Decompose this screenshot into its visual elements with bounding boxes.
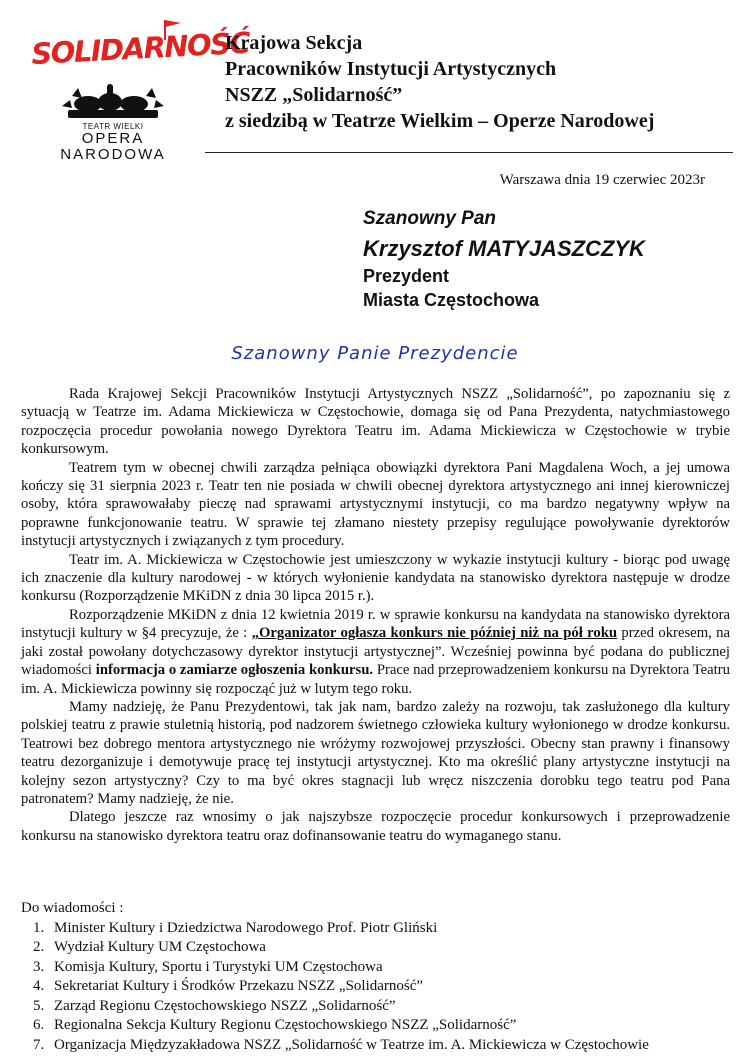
paragraph-1: Rada Krajowej Sekcji Pracowników Instytucji Artystycznych NSZZ „Solidarność”, po zapoznaniu się z sytuacją w Teatrze im. Adama Mickiewicza w Częstochowie, domaga się od Pana Prezydenta, natychmiastowego rozpoczęcia procedur powołania nowego Dyrektora Teatru im. Adama Mickiewicza w Częstochowie w trybie konkursowym. [21, 386, 730, 458]
letterhead-line-4: z siedzibą w Teatrze Wielkim – Operze Narodowej [225, 110, 655, 132]
opera-logo-small: TEATR WIELKI [82, 122, 144, 131]
letterhead-line-3: NSZZ „Solidarność” [225, 84, 403, 106]
cc-section [21, 899, 741, 1055]
paragraph-6: Dlatego jeszcze raz wnosimy o jak najszybsze rozpoczęcie procedur konkursowych i przeprowadzenie konkursu na stanowisko dyrektora teatru oraz dofinansowanie teatru do wymaganego stanu. [21, 809, 730, 844]
paragraph-2: Teatrem tym w obecnej chwili zarządza pełniąca obowiązki dyrektora Pani Magdalena Woch, a jej umowa kończy się 31 sierpnia 2023 r. Teatr ten nie posiada w chwili obecnej dyrektora artystycznego ani innej kierowniczej osoby, która sprawowałaby pieczę nad sprawami artystycznymi instytucji, co ma bardzo negatywny wpływ na poprawne funkcjonowanie teatru. W sprawie tej złamano niestety przepisy regulujące powoływanie dyrektorów instytucji artystycznych i związanych z tym procedury. [21, 459, 730, 550]
cc-list-item: 2. Wydział Kultury UM Częstochowa [48, 938, 741, 958]
letterhead-divider [205, 152, 733, 153]
addressee-block [363, 204, 645, 312]
letter-date: Warszawa dnia 19 czerwiec 2023r [499, 172, 705, 188]
paragraph-4-quote: „Organizator ogłasza konkurs nie później niż na pół roku [251, 625, 618, 642]
opera-logo-line2: NARODOWA [60, 146, 166, 163]
solidarnosc-logo [29, 16, 251, 72]
cc-list-item: 5. Zarząd Regionu Częstochowskiego NSZZ „Solidarność” [48, 997, 741, 1017]
paragraph-4-part-b: przed okresem, na jaki został powołany dotychczasowy dyrektor instytucji artystycznej”. Wcześniej powinna być podana do publicznej wiadomości [21, 625, 730, 679]
cc-list [21, 919, 741, 1056]
opera-logo-line1: OPERA [81, 130, 145, 147]
paragraph-4 [21, 606, 730, 698]
paragraph-5: Mamy nadzieję, że Panu Prezydentowi, tak jak nam, bardzo zależy na rozwoju, tak zasłużonego dla kultury polskiej teatru z prawie stuletnią historią, pod nadzorem świetnego człowieka kultury wyłonionego w drodze konkursu. Teatrowi bez dobrego mentora artystycznego nie wróżymy rozwojowej przyszłości. Obecny stan prawny i finansowy teatru dezorganizuje i demotywuje pracę tej instytucji artystycznej. Kto ma określić plany artystyczne instytucji na kolejny sezon artystyczny? Czy to ma być okres stagnacji lub wręcz niszczenia dorobku tego teatru pod Pana patronatem? Mamy nadzieję, że nie. [21, 698, 730, 807]
cc-list-item: 4. Sekretariat Kultury i Środków Przekazu NSZZ „Solidarność” [48, 977, 741, 997]
addressee-title: Prezydent [363, 266, 450, 286]
addressee-city: Miasta Częstochowa [363, 290, 540, 310]
solidarnosc-logo-text: SOLIDARNOŚĆ [30, 25, 251, 72]
letterhead [225, 30, 735, 134]
cc-list-item: 6. Regionalna Sekcja Kultury Regionu Częstochowskiego NSZZ „Solidarność” [48, 1016, 741, 1036]
addressee-name: Krzysztof MATYJASZCZYK [363, 236, 645, 261]
addressee-salutation: Szanowny Pan [363, 208, 497, 229]
letterhead-line-1: Krajowa Sekcja [225, 32, 363, 54]
quadriga-icon [48, 84, 178, 122]
greeting: Szanowny Panie Prezydencie [231, 343, 519, 364]
cc-list-item: 1. Minister Kultury i Dziedzictwa Narodowego Prof. Piotr Gliński [48, 919, 741, 939]
paragraph-4-emphasis: informacja o zamiarze ogłoszenia konkursu. [95, 662, 374, 679]
opera-logo [28, 84, 198, 164]
paragraph-4-part-c: Prace nad przeprowadzeniem konkursu na Dyrektora Teatru im. A. Mickiewicza powinny się rozpocząć już w lutym tego roku. [21, 662, 730, 697]
letter-body [21, 385, 730, 845]
letterhead-line-2: Pracowników Instytucji Artystycznych [225, 58, 557, 80]
cc-list-item: 3. Komisja Kultury, Sportu i Turystyki UM Częstochowa [48, 958, 741, 978]
cc-label: Do wiadomości : [21, 900, 124, 916]
paragraph-4-part-a: Rozporządzenie MKiDN z dnia 12 kwietnia 2019 r. w sprawie konkursu na kandydata na stanowisko dyrektora instytucji kultury w §4 precyzuje, że : [21, 606, 730, 642]
paragraph-3: Teatr im. A. Mickiewicza w Częstochowie jest umieszczony w wykazie instytucji kultury - biorąc pod uwagę ich znaczenie dla kultury narodowej - w których wyłonienie kandydata na stanowisko dyrektora następuje w drodze konkursu (Rozporządzenie MKiDN z dnia 30 lipca 2015 r.). [21, 551, 730, 605]
cc-list-item: 7. Organizacja Międzyzakładowa NSZZ „Solidarność w Teatrze im. A. Mickiewicza w Częstochowie [48, 1036, 741, 1056]
